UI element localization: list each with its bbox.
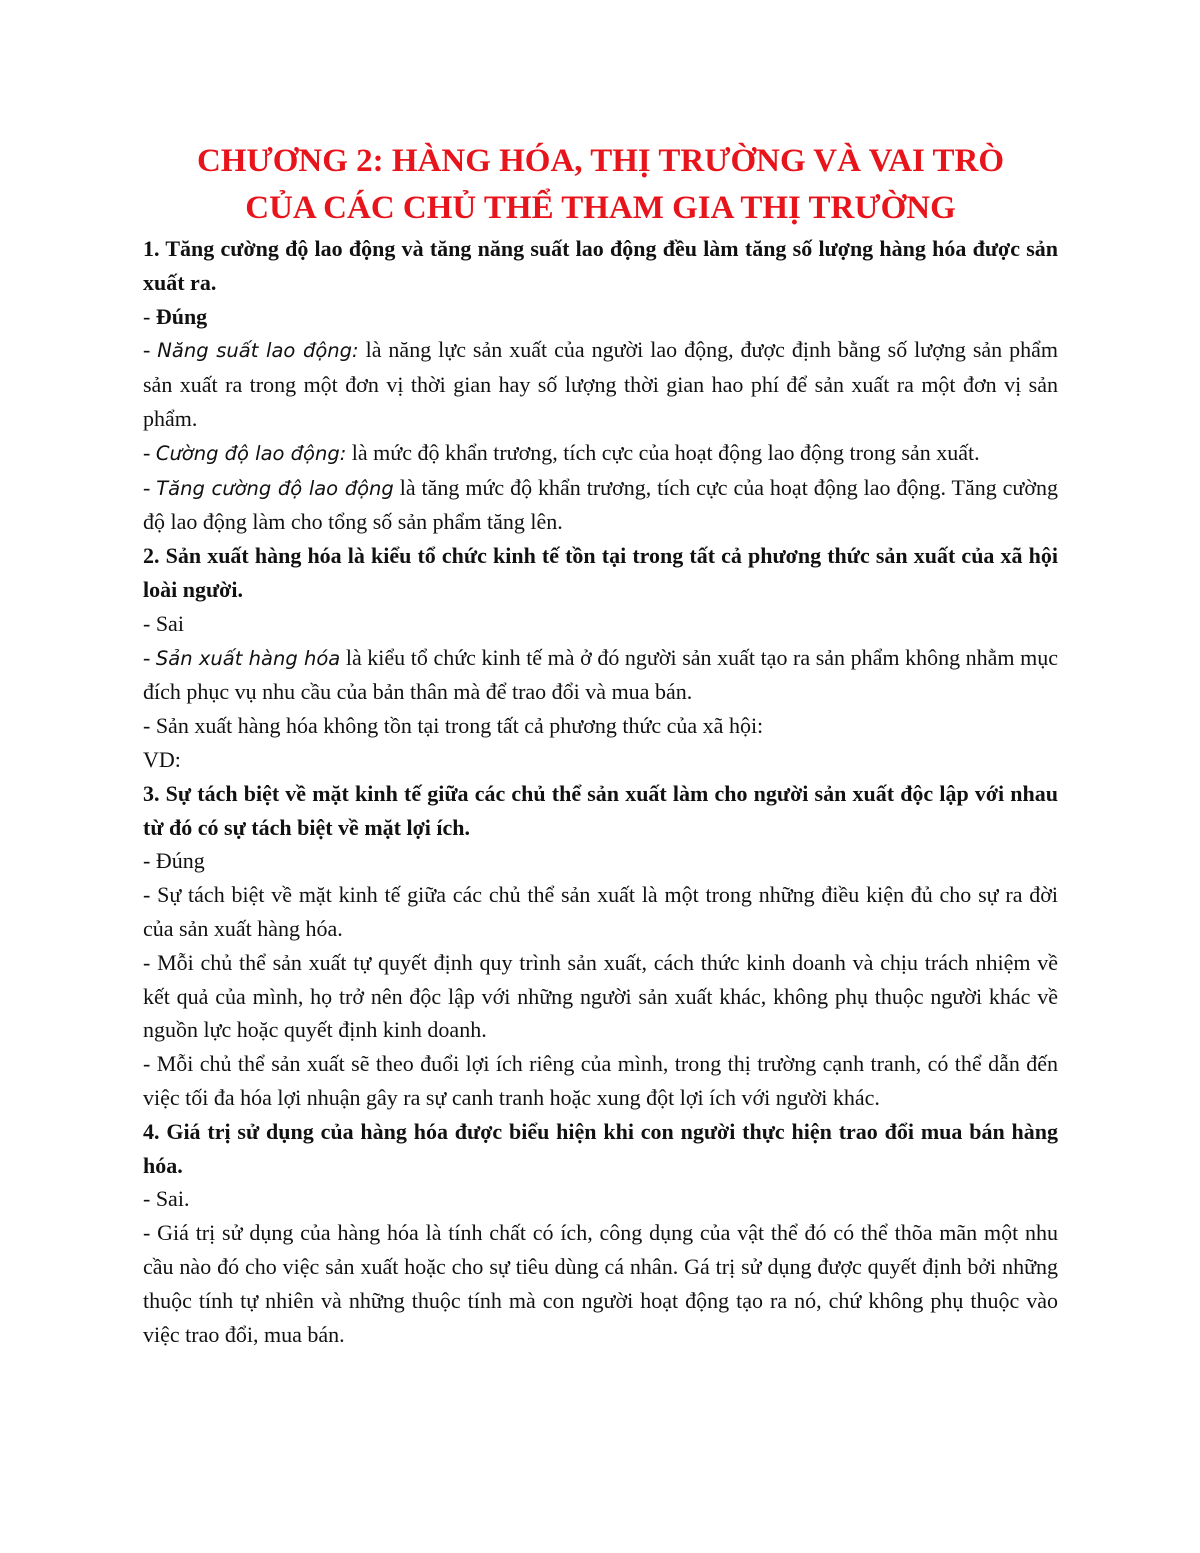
- q1-p3-text: là tăng mức độ khẩn trương, tích cực của hoạt động lao động. Tăng cường độ lao động làm cho tổng số sản phẩm tăng lên.: [143, 474, 1058, 535]
- answer-2: - Sai: [143, 610, 184, 636]
- q2-paragraph-2: - Sản xuất hàng hóa không tồn tại trong tất cả phương thức của xã hội:: [143, 713, 764, 739]
- q2-p1-term: Sản xuất hàng hóa: [155, 646, 341, 670]
- q2-paragraph-1: [143, 641, 1058, 710]
- chapter-title-line-1: CHƯƠNG 2: HÀNG HÓA, THỊ TRƯỜNG VÀ VAI TRÒ: [196, 143, 1005, 179]
- question-4: 4. Giá trị sử dụng của hàng hóa được biểu hiện khi con người thực hiện trao đổi mua bán hàng hóa.: [143, 1118, 1058, 1178]
- chapter-title-line-2: CỦA CÁC CHỦ THỂ THAM GIA THỊ TRƯỜNG: [245, 190, 956, 226]
- q1-p3-prefix: -: [143, 474, 157, 500]
- q1-p1-term: Năng suất lao động:: [157, 339, 359, 363]
- q3-paragraph-3: - Mỗi chủ thể sản xuất sẽ theo đuổi lợi ích riêng của mình, trong thị trường cạnh tranh, có thể dẫn đến việc tối đa hóa lợi nhuận gây ra sự canh tranh hoặc xung đột lợi ích với người khác.: [143, 1051, 1058, 1110]
- q3-paragraph-2: - Mỗi chủ thể sản xuất tự quyết định quy trình sản xuất, cách thức kinh doanh và chịu trách nhiệm về kết quả của mình, họ trở nên độc lập với những người sản xuất khác, không phụ thuộc người khác về nguồn lực hoặc quyết định kinh doanh.: [143, 949, 1058, 1043]
- answer-4: - Sai.: [143, 1186, 190, 1212]
- q1-p2-text: là mức độ khẩn trương, tích cực của hoạt động lao động trong sản xuất.: [346, 439, 980, 465]
- q2-example-label: VD:: [143, 746, 181, 772]
- answer-1: [143, 300, 1058, 334]
- q1-paragraph-1: [143, 333, 1058, 435]
- q1-paragraph-2: [143, 436, 1058, 471]
- q4-paragraph-1: - Giá trị sử dụng của hàng hóa là tính chất có ích, công dụng của vật thể đó có thể thõa mãn một nhu cầu nào đó cho việc sản xuất hoặc cho sự tiêu dùng cá nhân. Gá trị sử dụng được quyết định bởi những thuộc tính tự nhiên và những thuộc tính mà con người hoạt động tạo ra nó, chứ không phụ thuộc vào việc trao đổi, mua bán.: [143, 1220, 1058, 1347]
- question-2: 2. Sản xuất hàng hóa là kiểu tổ chức kinh tế tồn tại trong tất cả phương thức sản xuất của xã hội loài người.: [143, 543, 1058, 602]
- q1-paragraph-3: [143, 471, 1058, 540]
- q1-p1-text: là năng lực sản xuất của người lao động, được định bằng số lượng sản phẩm sản xuất ra trong một đơn vị thời gian hay số lượng thời gian hao phí để sản xuất ra một đơn vị sản phẩm.: [143, 337, 1058, 431]
- q1-p3-term: Tăng cường độ lao động: [156, 476, 394, 500]
- chapter-title: [143, 138, 1058, 232]
- question-3: 3. Sự tách biệt về mặt kinh tế giữa các chủ thể sản xuất làm cho người sản xuất độc lập với nhau từ đó có sự tách biệt về mặt lợi ích.: [143, 780, 1058, 840]
- answer-3: - Đúng: [143, 848, 205, 874]
- q2-p1-prefix: -: [143, 644, 156, 670]
- q2-p1-text: là kiểu tổ chức kinh tế mà ở đó người sản xuất tạo ra sản phẩm không nhằm mục đích phục vụ nhu cầu của bản thân mà để trao đổi và mua bán.: [143, 644, 1059, 705]
- q1-p2-term: Cường độ lao động:: [155, 441, 347, 465]
- answer-1-prefix: -: [143, 303, 156, 329]
- q3-paragraph-1: - Sự tách biệt về mặt kinh tế giữa các chủ thể sản xuất là một trong những điều kiện đủ cho sự ra đời của sản xuất hàng hóa.: [143, 882, 1058, 941]
- q1-p2-prefix: -: [143, 439, 156, 465]
- q1-p1-prefix: -: [143, 337, 158, 363]
- question-1: 1. Tăng cường độ lao động và tăng năng suất lao động đều làm tăng số lượng hàng hóa được sản xuất ra.: [143, 236, 1058, 295]
- document-page: [143, 138, 1058, 1351]
- answer-1-verdict: Đúng: [155, 303, 208, 329]
